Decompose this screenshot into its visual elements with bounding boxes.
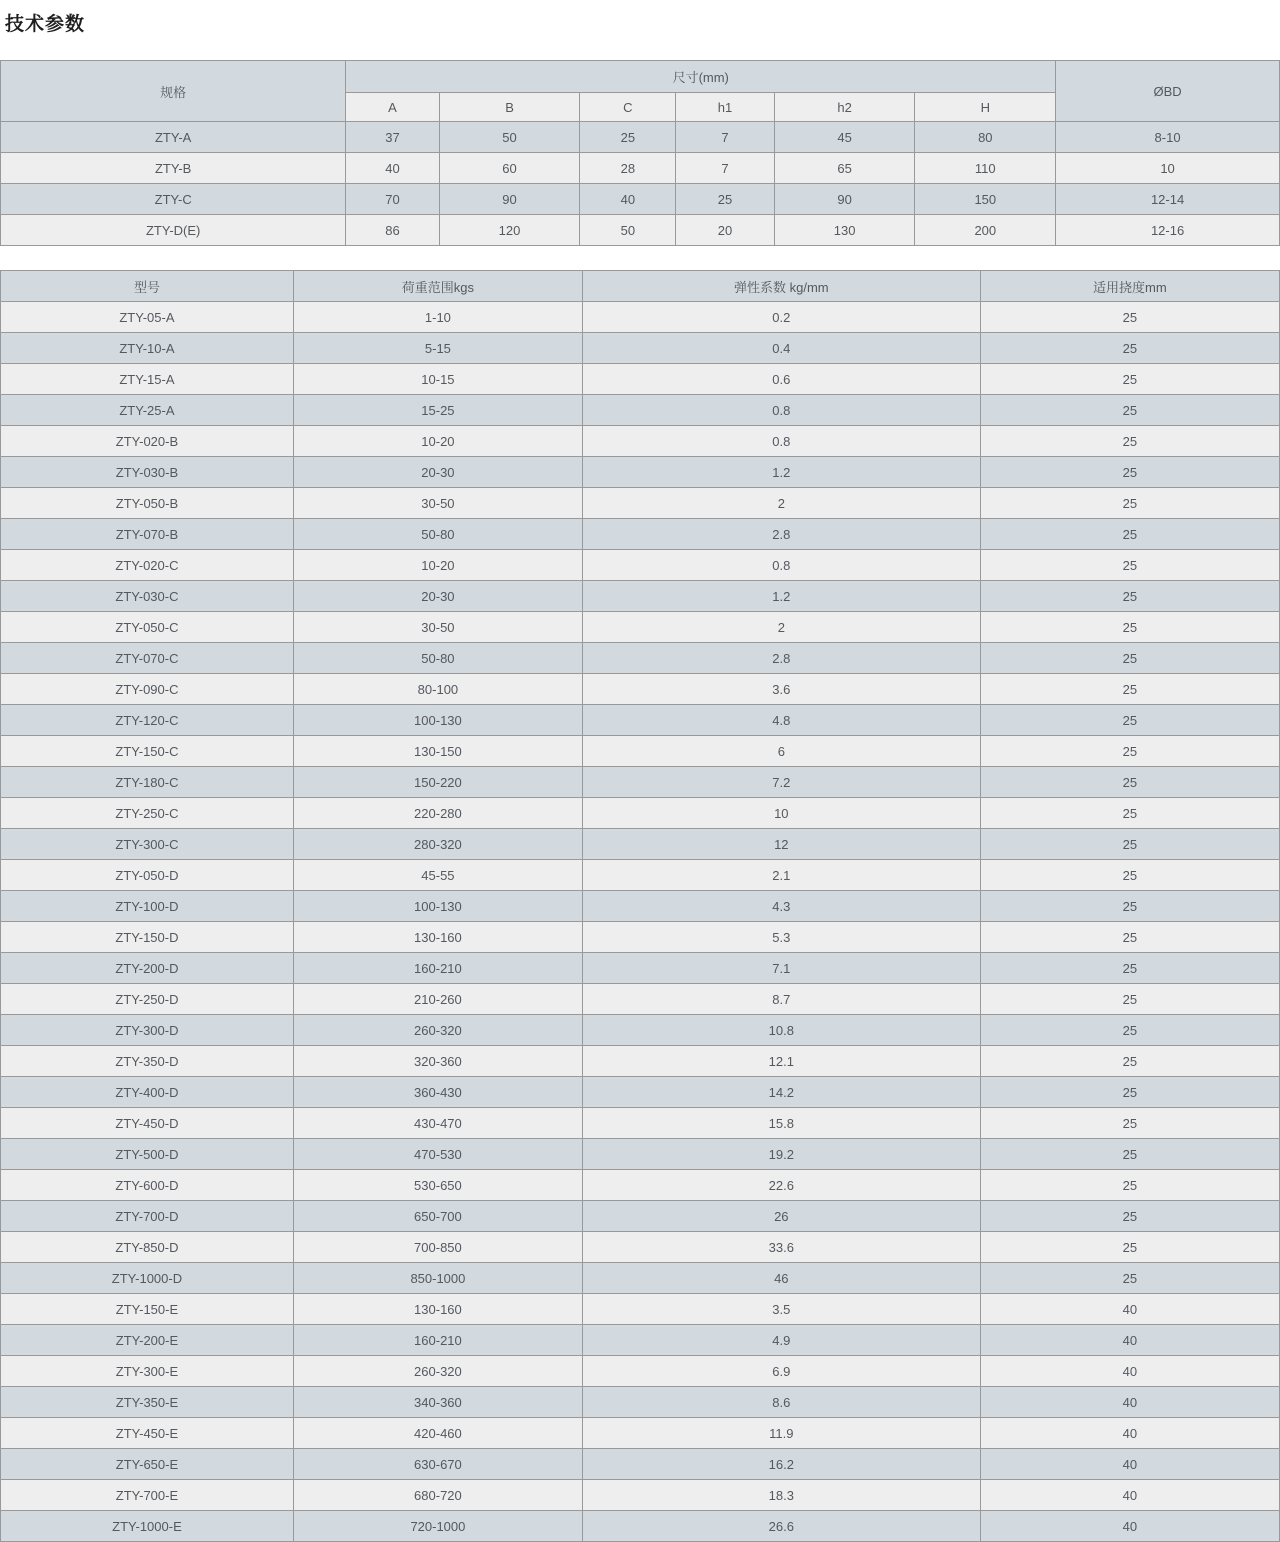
table-row: [1, 705, 1280, 736]
load-range-cell: 430-470: [293, 1108, 582, 1139]
deflection-cell: 25: [980, 1263, 1279, 1294]
deflection-cell: 25: [980, 457, 1279, 488]
model-table-header-row: [1, 271, 1280, 302]
spring-rate-cell: 5.3: [582, 922, 980, 953]
table-row: [1, 302, 1280, 333]
deflection-cell: 25: [980, 1170, 1279, 1201]
spring-rate-cell: 7.2: [582, 767, 980, 798]
model-name-cell: ZTY-650-E: [1, 1449, 294, 1480]
model-name-cell: ZTY-300-D: [1, 1015, 294, 1046]
spring-rate-cell: 3.6: [582, 674, 980, 705]
table-row: [1, 457, 1280, 488]
model-name-cell: ZTY-250-C: [1, 798, 294, 829]
table-row: [1, 1418, 1280, 1449]
spring-rate-cell: 16.2: [582, 1449, 980, 1480]
spring-rate-cell: 15.8: [582, 1108, 980, 1139]
deflection-cell: 25: [980, 550, 1279, 581]
dimension-value-cell: 65: [774, 153, 915, 184]
table-row: [1, 1015, 1280, 1046]
table-row: [1, 1139, 1280, 1170]
model-name-cell: ZTY-25-A: [1, 395, 294, 426]
table-row: [1, 333, 1280, 364]
deflection-cell: 25: [980, 891, 1279, 922]
model-column-header: 弹性系数 kg/mm: [582, 271, 980, 302]
load-range-cell: 30-50: [293, 488, 582, 519]
deflection-cell: 40: [980, 1356, 1279, 1387]
deflection-cell: 25: [980, 798, 1279, 829]
dimension-value-cell: 86: [346, 215, 439, 246]
page-title: 技术参数: [5, 14, 86, 35]
table-row: [1, 829, 1280, 860]
spring-rate-cell: 2.1: [582, 860, 980, 891]
dimension-value-cell: 50: [439, 122, 580, 153]
table-row: [1, 736, 1280, 767]
deflection-cell: 25: [980, 612, 1279, 643]
dimension-value-cell: 130: [774, 215, 915, 246]
deflection-cell: 25: [980, 488, 1279, 519]
load-range-cell: 100-130: [293, 891, 582, 922]
obd-value-cell: 10: [1056, 153, 1280, 184]
deflection-cell: 40: [980, 1480, 1279, 1511]
table-row: [1, 1325, 1280, 1356]
table-row: [1, 1077, 1280, 1108]
model-name-cell: ZTY-050-C: [1, 612, 294, 643]
table-row: [1, 1511, 1280, 1542]
spring-rate-cell: 8.7: [582, 984, 980, 1015]
spring-rate-cell: 2: [582, 488, 980, 519]
load-range-cell: 150-220: [293, 767, 582, 798]
spring-rate-cell: 0.6: [582, 364, 980, 395]
model-name-cell: ZTY-600-D: [1, 1170, 294, 1201]
model-name-cell: ZTY-200-E: [1, 1325, 294, 1356]
load-range-cell: 210-260: [293, 984, 582, 1015]
model-name-cell: ZTY-1000-D: [1, 1263, 294, 1294]
table-row: [1, 1232, 1280, 1263]
table-row: [1, 184, 1280, 215]
dimension-value-cell: 25: [580, 122, 676, 153]
dimension-value-cell: 28: [580, 153, 676, 184]
load-range-cell: 220-280: [293, 798, 582, 829]
table-row: [1, 1480, 1280, 1511]
deflection-cell: 25: [980, 1046, 1279, 1077]
deflection-cell: 25: [980, 581, 1279, 612]
dimension-value-cell: 37: [346, 122, 439, 153]
spec-table-header-row: [1, 61, 1280, 93]
load-range-cell: 130-160: [293, 922, 582, 953]
table-row: [1, 891, 1280, 922]
model-name-cell: ZTY-150-E: [1, 1294, 294, 1325]
load-range-cell: 420-460: [293, 1418, 582, 1449]
table-row: [1, 860, 1280, 891]
spring-rate-cell: 0.8: [582, 426, 980, 457]
table-row: [1, 1263, 1280, 1294]
spring-rate-cell: 3.5: [582, 1294, 980, 1325]
deflection-cell: 25: [980, 953, 1279, 984]
dim-column-header: B: [439, 93, 580, 122]
spring-rate-cell: 18.3: [582, 1480, 980, 1511]
deflection-cell: 25: [980, 333, 1279, 364]
model-name-cell: ZTY-090-C: [1, 674, 294, 705]
table-row: [1, 1387, 1280, 1418]
dimension-value-cell: 7: [676, 122, 774, 153]
obd-column-header: ØBD: [1056, 61, 1280, 122]
dim-column-header: h2: [774, 93, 915, 122]
spec-column-header: 规格: [1, 61, 346, 122]
dimension-value-cell: 70: [346, 184, 439, 215]
table-row: [1, 1201, 1280, 1232]
obd-value-cell: 12-16: [1056, 215, 1280, 246]
spring-rate-cell: 19.2: [582, 1139, 980, 1170]
table-row: [1, 1294, 1280, 1325]
spring-rate-cell: 0.8: [582, 395, 980, 426]
table-row: [1, 153, 1280, 184]
table-row: [1, 1449, 1280, 1480]
table-row: [1, 581, 1280, 612]
table-row: [1, 488, 1280, 519]
load-range-cell: 130-160: [293, 1294, 582, 1325]
deflection-cell: 25: [980, 736, 1279, 767]
load-range-cell: 45-55: [293, 860, 582, 891]
spring-rate-cell: 0.2: [582, 302, 980, 333]
dimension-value-cell: 40: [346, 153, 439, 184]
deflection-cell: 25: [980, 1232, 1279, 1263]
spring-rate-cell: 26.6: [582, 1511, 980, 1542]
load-range-cell: 530-650: [293, 1170, 582, 1201]
model-name-cell: ZTY-10-A: [1, 333, 294, 364]
model-name-cell: ZTY-850-D: [1, 1232, 294, 1263]
model-column-header: 型号: [1, 271, 294, 302]
model-name-cell: ZTY-300-C: [1, 829, 294, 860]
table-row: [1, 798, 1280, 829]
dimension-value-cell: 45: [774, 122, 915, 153]
dimension-value-cell: 20: [676, 215, 774, 246]
obd-value-cell: 8-10: [1056, 122, 1280, 153]
table-row: [1, 922, 1280, 953]
spring-rate-cell: 2.8: [582, 643, 980, 674]
table-row: [1, 612, 1280, 643]
deflection-cell: 25: [980, 1077, 1279, 1108]
model-name-cell: ZTY-070-B: [1, 519, 294, 550]
deflection-cell: 25: [980, 1015, 1279, 1046]
load-range-cell: 260-320: [293, 1356, 582, 1387]
table-row: [1, 395, 1280, 426]
load-range-cell: 700-850: [293, 1232, 582, 1263]
load-range-cell: 5-15: [293, 333, 582, 364]
model-column-header: 适用挠度mm: [980, 271, 1279, 302]
load-range-cell: 160-210: [293, 953, 582, 984]
table-row: [1, 1356, 1280, 1387]
spring-rate-cell: 33.6: [582, 1232, 980, 1263]
spring-rate-cell: 14.2: [582, 1077, 980, 1108]
deflection-cell: 25: [980, 519, 1279, 550]
deflection-cell: 25: [980, 705, 1279, 736]
dimension-value-cell: 120: [439, 215, 580, 246]
dimension-value-cell: 50: [580, 215, 676, 246]
spring-rate-cell: 12.1: [582, 1046, 980, 1077]
deflection-cell: 25: [980, 1201, 1279, 1232]
model-name-cell: ZTY-700-D: [1, 1201, 294, 1232]
model-name-cell: ZTY-450-D: [1, 1108, 294, 1139]
model-name-cell: ZTY-050-B: [1, 488, 294, 519]
dimension-value-cell: 110: [915, 153, 1056, 184]
dim-column-header: h1: [676, 93, 774, 122]
spring-rate-cell: 7.1: [582, 953, 980, 984]
table-row: [1, 364, 1280, 395]
load-range-cell: 470-530: [293, 1139, 582, 1170]
load-range-cell: 320-360: [293, 1046, 582, 1077]
model-name-cell: ZTY-070-C: [1, 643, 294, 674]
load-range-cell: 20-30: [293, 581, 582, 612]
dimension-value-cell: 90: [439, 184, 580, 215]
deflection-cell: 25: [980, 1108, 1279, 1139]
model-column-header: 荷重范围kgs: [293, 271, 582, 302]
spring-rate-cell: 1.2: [582, 457, 980, 488]
dimension-value-cell: 60: [439, 153, 580, 184]
dim-column-header: A: [346, 93, 439, 122]
load-range-cell: 50-80: [293, 643, 582, 674]
model-name-cell: ZTY-030-C: [1, 581, 294, 612]
load-range-cell: 340-360: [293, 1387, 582, 1418]
spring-rate-cell: 6: [582, 736, 980, 767]
table-row: [1, 984, 1280, 1015]
spring-rate-cell: 4.3: [582, 891, 980, 922]
dim-column-header: C: [580, 93, 676, 122]
table-row: [1, 1108, 1280, 1139]
deflection-cell: 40: [980, 1418, 1279, 1449]
model-name-cell: ZTY-250-D: [1, 984, 294, 1015]
load-range-cell: 50-80: [293, 519, 582, 550]
table-row: [1, 550, 1280, 581]
table-row: [1, 767, 1280, 798]
deflection-cell: 25: [980, 302, 1279, 333]
spring-rate-cell: 26: [582, 1201, 980, 1232]
model-name-cell: ZTY-020-C: [1, 550, 294, 581]
deflection-cell: 40: [980, 1387, 1279, 1418]
dimension-value-cell: 80: [915, 122, 1056, 153]
spring-rate-cell: 22.6: [582, 1170, 980, 1201]
load-range-cell: 630-670: [293, 1449, 582, 1480]
model-name-cell: ZTY-150-C: [1, 736, 294, 767]
load-range-cell: 20-30: [293, 457, 582, 488]
load-range-cell: 10-15: [293, 364, 582, 395]
model-name-cell: ZTY-500-D: [1, 1139, 294, 1170]
table-row: [1, 674, 1280, 705]
dimension-value-cell: 90: [774, 184, 915, 215]
spring-rate-cell: 6.9: [582, 1356, 980, 1387]
load-range-cell: 850-1000: [293, 1263, 582, 1294]
model-name-cell: ZTY-450-E: [1, 1418, 294, 1449]
spec-name-cell: ZTY-A: [1, 122, 346, 153]
deflection-cell: 25: [980, 767, 1279, 798]
model-name-cell: ZTY-020-B: [1, 426, 294, 457]
dim-column-header: H: [915, 93, 1056, 122]
model-name-cell: ZTY-15-A: [1, 364, 294, 395]
table-row: [1, 1046, 1280, 1077]
load-range-cell: 720-1000: [293, 1511, 582, 1542]
deflection-cell: 25: [980, 674, 1279, 705]
load-range-cell: 30-50: [293, 612, 582, 643]
deflection-cell: 40: [980, 1325, 1279, 1356]
load-range-cell: 130-150: [293, 736, 582, 767]
table-row: [1, 643, 1280, 674]
spring-rate-cell: 0.4: [582, 333, 980, 364]
deflection-cell: 40: [980, 1449, 1279, 1480]
model-name-cell: ZTY-05-A: [1, 302, 294, 333]
model-name-cell: ZTY-400-D: [1, 1077, 294, 1108]
spring-rate-cell: 46: [582, 1263, 980, 1294]
dimension-value-cell: 25: [676, 184, 774, 215]
spring-rate-cell: 0.8: [582, 550, 980, 581]
table-row: [1, 426, 1280, 457]
dimension-value-cell: 150: [915, 184, 1056, 215]
load-range-cell: 80-100: [293, 674, 582, 705]
spec-name-cell: ZTY-D(E): [1, 215, 346, 246]
dimensions-group-header: 尺寸(mm): [346, 61, 1056, 93]
model-name-cell: ZTY-120-C: [1, 705, 294, 736]
model-name-cell: ZTY-350-E: [1, 1387, 294, 1418]
deflection-cell: 25: [980, 426, 1279, 457]
spring-rate-cell: 4.8: [582, 705, 980, 736]
model-name-cell: ZTY-300-E: [1, 1356, 294, 1387]
table-row: [1, 122, 1280, 153]
spring-rate-cell: 11.9: [582, 1418, 980, 1449]
deflection-cell: 25: [980, 860, 1279, 891]
model-name-cell: ZTY-150-D: [1, 922, 294, 953]
table-row: [1, 1170, 1280, 1201]
spring-rate-cell: 1.2: [582, 581, 980, 612]
load-range-cell: 650-700: [293, 1201, 582, 1232]
spring-rate-cell: 12: [582, 829, 980, 860]
spec-name-cell: ZTY-C: [1, 184, 346, 215]
deflection-cell: 25: [980, 364, 1279, 395]
model-name-cell: ZTY-700-E: [1, 1480, 294, 1511]
obd-value-cell: 12-14: [1056, 184, 1280, 215]
model-name-cell: ZTY-1000-E: [1, 1511, 294, 1542]
model-name-cell: ZTY-350-D: [1, 1046, 294, 1077]
load-range-cell: 360-430: [293, 1077, 582, 1108]
load-range-cell: 10-20: [293, 550, 582, 581]
table-row: [1, 519, 1280, 550]
model-parameters-table: [0, 270, 1280, 1542]
dimension-value-cell: 200: [915, 215, 1056, 246]
model-name-cell: ZTY-200-D: [1, 953, 294, 984]
model-name-cell: ZTY-030-B: [1, 457, 294, 488]
deflection-cell: 25: [980, 829, 1279, 860]
load-range-cell: 680-720: [293, 1480, 582, 1511]
table-row: [1, 953, 1280, 984]
load-range-cell: 15-25: [293, 395, 582, 426]
dimension-value-cell: 40: [580, 184, 676, 215]
deflection-cell: 40: [980, 1511, 1279, 1542]
spec-name-cell: ZTY-B: [1, 153, 346, 184]
model-name-cell: ZTY-050-D: [1, 860, 294, 891]
spring-rate-cell: 8.6: [582, 1387, 980, 1418]
deflection-cell: 25: [980, 984, 1279, 1015]
load-range-cell: 280-320: [293, 829, 582, 860]
spec-dimensions-table: [0, 60, 1280, 246]
deflection-cell: 25: [980, 395, 1279, 426]
spring-rate-cell: 10.8: [582, 1015, 980, 1046]
load-range-cell: 160-210: [293, 1325, 582, 1356]
load-range-cell: 260-320: [293, 1015, 582, 1046]
deflection-cell: 25: [980, 643, 1279, 674]
load-range-cell: 100-130: [293, 705, 582, 736]
deflection-cell: 40: [980, 1294, 1279, 1325]
deflection-cell: 25: [980, 922, 1279, 953]
deflection-cell: 25: [980, 1139, 1279, 1170]
model-name-cell: ZTY-100-D: [1, 891, 294, 922]
load-range-cell: 10-20: [293, 426, 582, 457]
spring-rate-cell: 2: [582, 612, 980, 643]
spring-rate-cell: 4.9: [582, 1325, 980, 1356]
spring-rate-cell: 10: [582, 798, 980, 829]
table-row: [1, 215, 1280, 246]
page: [0, 9, 1280, 1542]
model-name-cell: ZTY-180-C: [1, 767, 294, 798]
load-range-cell: 1-10: [293, 302, 582, 333]
spring-rate-cell: 2.8: [582, 519, 980, 550]
dimension-value-cell: 7: [676, 153, 774, 184]
